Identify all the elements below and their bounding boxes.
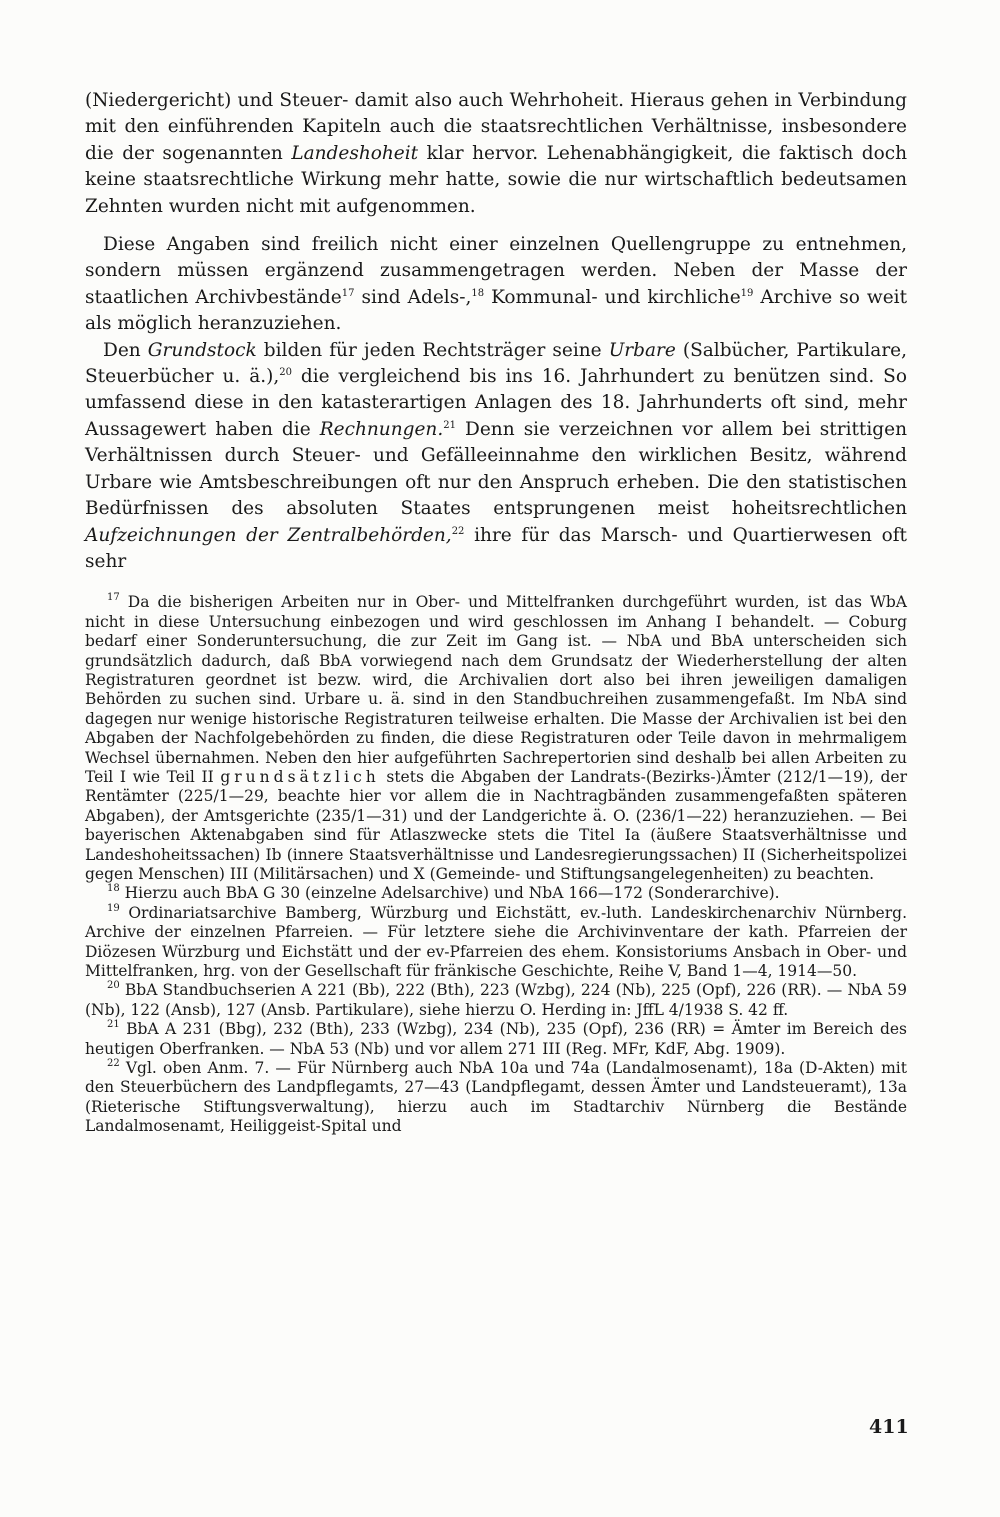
emphasis-urbare: Urbare: [608, 339, 676, 361]
footnote-ref-20[interactable]: 20: [279, 367, 292, 379]
paragraph-1: [85, 88, 907, 220]
footnote-text: Vgl. oben Anm. 7. — Für Nürnberg auch NbA 10a und 74a (Landalmosenamt), 18a (D-Akten) mit den Steuerbüchern des Landpflegamts, 27—43 (Landpflegamt, dessen Ämter und Landsteueramt), 13a (Rieterische Stiftungsverwaltung), hierzu auch im Stadtarchiv Nürnberg die Bestände Landalmosenamt, Heiliggeist-Spital und: [85, 1059, 907, 1136]
footnote-20: [85, 981, 907, 1020]
emphasis-landeshoheit: Landeshoheit: [291, 142, 419, 164]
footnote-text: BbA Standbuchserien A 221 (Bb), 222 (Bth), 223 (Wzbg), 224 (Nb), 225 (Opf), 226 (RR). — NbA 59 (Nb), 122 (Ansb), 127 (Ansb. Partikulare), siehe hierzu O. Herding in: JffL 4/1938 S. 42 ff.: [85, 981, 907, 1019]
footnotes: [85, 593, 907, 1136]
footnote-ref-21[interactable]: 21: [443, 419, 456, 431]
text-run: Denn sie verzeichnen vor allem bei strittigen Verhältnissen durch Steuer- und Gefälleeinnahme den wirklichen Besitz, während Urbare wie Amtsbeschreibungen oft nur den Anspruch erheben. Die den statistischen Bedürfnissen des absoluten Staates entsprungenen meist hoheitsrechtlichen: [85, 418, 907, 520]
text-run: Den: [103, 339, 148, 361]
text-run: Kommunal- und kirchliche: [484, 286, 741, 308]
footnote-text: Da die bisherigen Arbeiten nur in Ober- und Mittelfranken durchgeführt wurden, ist das WbA nicht in diese Untersuchung einbezogen und wird geschlossen im Anhang I behandelt. — Coburg bedarf einer Sonderuntersuchung, die zur Zeit im Gang ist. — NbA und BbA unterscheiden sich grundsätzlich dadurch, daß BbA vorwiegend nach dem Grundsatz der Wiederherstellung der alten Registraturen geordnet ist bezw. wird, die Archivalien dort also bei ihren jeweiligen damaligen Behörden zu suchen sind. Urbare u. ä. sind in den Standbuchreihen zusammengefaßt. Im NbA sind dagegen nur wenige historische Registraturen teilweise erhalten. Die Masse der Archivalien ist bei den Abgaben der Nachfolgebehörden zu finden, die diese Registraturen oder Teile davon in mehrmaligem Wechsel übernahmen. Neben den hier aufgeführten Sachrepertorien sind deshalb bei allen Arbeiten zu Teil I wie Teil II: [85, 593, 907, 786]
text-run: (Niedergericht) und Steuer- damit also auch Wehrhoheit. Hieraus gehen in Verbindung mit den einführenden Kapiteln auch die staatsrechtlichen Verhältnisse, insbesondere die der sogenannten: [85, 90, 907, 164]
footnote-ref-17[interactable]: 17: [341, 287, 355, 299]
footnote-22: [85, 1059, 907, 1137]
footnote-number: 17: [107, 592, 120, 604]
footnote-19: [85, 904, 907, 982]
footnote-17: [85, 593, 907, 884]
paragraph-3: [85, 338, 907, 576]
footnote-text: BbA A 231 (Bbg), 232 (Bth), 233 (Wzbg), 234 (Nb), 235 (Opf), 236 (RR) = Ämter im Bereich des heutigen Oberfranken. — NbA 53 (Nb) und vor allem 271 III (Reg. MFr, KdF, Abg. 1909).: [85, 1020, 907, 1058]
footnote-text: Hierzu auch BbA G 30 (einzelne Adelsarchive) und NbA 166—172 (Sonderarchive).: [119, 884, 780, 903]
emphasis-grundstock: Grundstock: [147, 339, 257, 361]
footnote-18: [85, 884, 907, 903]
footnote-text: Ordinariatsarchive Bamberg, Würzburg und Eichstätt, ev.-luth. Landeskirchenarchiv Nürnberg. Archive der einzelnen Pfarreien. — Für letztere siehe die Archivinventare der kath. Pfarreien der Diözesen Würzburg und Eichstätt und der ev-Pfarreien des ehem. Konsistoriums Ansbach in Ober- und Mittelfranken, hrg. von der Gesellschaft für fränkische Geschichte, Reihe V, Band 1—4, 1914—50.: [85, 903, 907, 981]
footnote-number: 18: [107, 883, 120, 895]
text-run: Archive so weit als möglich heranzuziehen.: [85, 286, 908, 335]
footnote-ref-22[interactable]: 22: [451, 525, 465, 537]
text-run: die vergleichend bis ins 16. Jahrhundert zu benützen sind. So umfassend diese in den katasterartigen Anlagen des 18. Jahrhunderts oft sind, mehr Aussagewert haben die: [85, 366, 907, 440]
emphasis-rechnungen: Rechnungen.: [319, 418, 444, 440]
page-number: 411: [869, 1416, 909, 1438]
text-run: sind Adels-,: [354, 286, 472, 308]
footnote-ref-19[interactable]: 19: [740, 287, 754, 299]
footnote-number: 19: [107, 902, 120, 914]
emphasis-aufzeichnungen: Aufzeichnungen der Zentralbehörden,: [85, 524, 452, 546]
footnote-21: [85, 1020, 907, 1059]
emphasis-grundsaetzlich: grundsätzlich: [220, 767, 380, 786]
text-run: klar hervor. Lehenabhängigkeit, die faktisch doch keine staatsrechtliche Wirkung mehr hatte, sowie die nur wirtschaftlich bedeutsamen Zehnten wurden nicht mit aufgenommen.: [85, 142, 907, 217]
footnote-ref-18[interactable]: 18: [471, 287, 485, 299]
footnote-text: stets die Abgaben der Landrats-(Bezirks-)Ämter (212/1—19), der Rentämter (225/1—29, beachte hier vor allem die in Nachtragbänden zusammengefaßten späteren Abgaben), der Amtsgerichte (235/1—31) und der Landgerichte ä. O. (236/1—22) heranzuziehen. — Bei bayerischen Aktenabgaben sind für Atlaszwecke stets die Titel Ia (äußere Staatsverhältnisse und Landeshoheitssachen) Ib (innere Staatsverhältnisse und Landesregierungssachen) II (Sicherheitspolizei gegen Menschen) III (Militärsachen) und X (Gemeinde- und Stiftungsangelegenheiten) zu beachten.: [85, 767, 907, 883]
footnote-number: 21: [107, 1019, 120, 1031]
page-content: [85, 88, 907, 1137]
text-run: Diese Angaben sind freilich nicht einer einzelnen Quellengruppe zu entnehmen, sondern müssen ergänzend zusammengetragen werden. Neben der Masse der staatlichen Archivbestände: [85, 234, 907, 308]
text-run: bilden für jeden Rechtsträger seine: [256, 339, 609, 361]
text-run: ihre für das Marsch- und Quartierwesen oft sehr: [85, 524, 907, 572]
text-run: (Salbücher, Partikulare, Steuerbücher u. ä.),: [85, 339, 908, 388]
paragraph-2: [85, 232, 907, 338]
main-text: [85, 88, 907, 575]
footnote-number: 22: [107, 1058, 120, 1070]
footnote-number: 20: [107, 980, 120, 992]
